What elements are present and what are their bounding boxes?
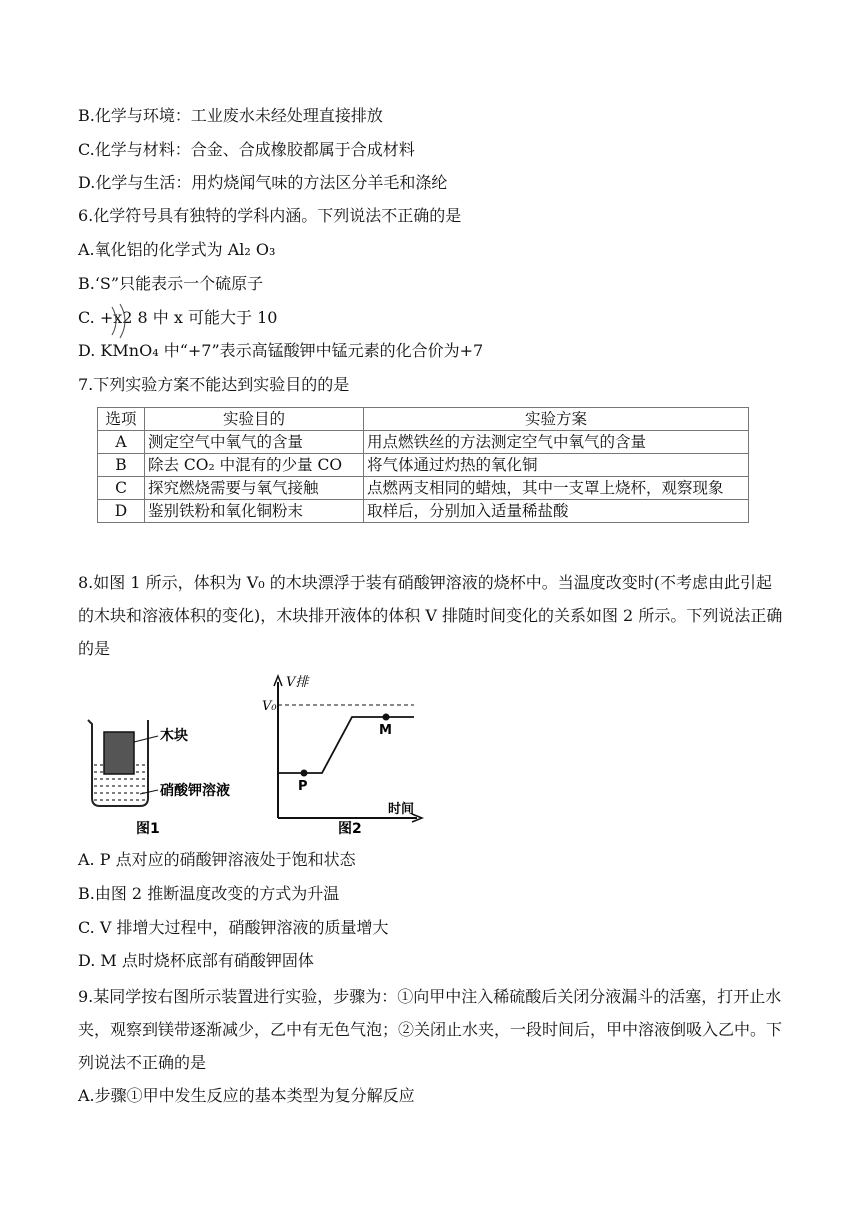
q8-option-d: D. M 点时烧杯底部有硝酸钾固体 [78,951,314,970]
table-cell: D [98,500,145,523]
table-row [98,500,749,523]
q5-option-d: D.化学与生活：用灼烧闻气味的方法区分羊毛和涤纶 [78,173,448,192]
atom-structure-arcs [90,301,140,341]
q8-option-b: B.由图 2 推断温度改变的方式为升温 [78,884,340,903]
table-row [98,454,749,477]
q6-stem: 6.化学符号具有独特的学科内涵。下列说法不正确的是 [78,206,462,225]
table-row [98,431,749,454]
table-cell: 将气体通过灼热的氧化铜 [364,454,749,477]
v0-label: V₀ [262,699,277,714]
experiment-table [97,407,749,523]
q8-option-a: A. P 点对应的硝酸钾溶液处于饱和状态 [78,850,356,869]
point-p [301,770,308,777]
table-cell: 测定空气中氧气的含量 [145,431,364,454]
table-row [98,477,749,500]
table-cell: 除去 CO₂ 中混有的少量 CO [145,454,364,477]
q6-option-d: D. KMnO₄ 中“+7”表示高锰酸钾中锰元素的化合价为+7 [78,341,484,360]
table-header: 实验目的 [145,408,364,431]
q5-option-b: B.化学与环境：工业废水未经处理直接排放 [78,106,383,125]
point-m [383,714,390,721]
q8-stem: 8.如图 1 所示，体积为 V₀ 的木块漂浮于装有硝酸钾溶液的烧杯中。当温度改变时(不考虑由此引起的木块和溶液体积的变化)，木块排开液体的体积 V 排随时间变化的关系如图 2 所示。下列说法正确的是 [78,573,783,658]
table-cell: 点燃两支相同的蜡烛，其中一支罩上烧杯，观察现象 [364,477,749,500]
table-cell: A [98,431,145,454]
q6-option-a: A.氧化铝的化学式为 Al₂ O₃ [78,240,276,259]
label-point-m: M [379,723,392,738]
x-axis-label: 时间 [388,802,415,817]
q8-option-c: C. V 排增大过程中，硝酸钾溶液的质量增大 [78,918,389,937]
q6-option-c: C. +x2 8 中 x 可能大于 10 [78,308,278,327]
q7-stem: 7.下列实验方案不能达到实验目的的是 [78,375,350,394]
figure-2-graph [262,670,432,840]
table-cell: C [98,477,145,500]
figure-1-caption: 图1 [136,821,160,837]
q5-option-c: C.化学与材料：合金、合成橡胶都属于合成材料 [78,140,415,159]
v-displaced-curve [278,717,414,773]
label-wood-block: 木块 [160,728,188,744]
table-header-row [98,408,749,431]
table-cell: 鉴别铁粉和氧化铜粉末 [145,500,364,523]
figure-2-caption: 图2 [338,821,362,837]
table-header: 选项 [98,408,145,431]
table-header: 实验方案 [364,408,749,431]
wood-block [104,732,134,774]
y-axis-label: V排 [286,675,309,690]
label-point-p: P [298,779,308,794]
label-kno3-solution: 硝酸钾溶液 [160,783,230,799]
figure-1-beaker [80,710,280,840]
table-cell: 用点燃铁丝的方法测定空气中氧气的含量 [364,431,749,454]
table-cell: 取样后，分别加入适量稀盐酸 [364,500,749,523]
q9-option-a: A.步骤①甲中发生反应的基本类型为复分解反应 [78,1086,415,1105]
table-cell: B [98,454,145,477]
q9-stem: 9.某同学按右图所示装置进行实验，步骤为：①向甲中注入稀硫酸后关闭分液漏斗的活塞，打开止水夹，观察到镁带逐渐减少，乙中有无色气泡；②关闭止水夹，一段时间后，甲中溶液倒吸入乙中。下列说法不正确的是 [78,987,783,1072]
table-cell: 探究燃烧需要与氧气接触 [145,477,364,500]
q6-option-b: B.‘S”只能表示一个硫原子 [78,274,264,293]
